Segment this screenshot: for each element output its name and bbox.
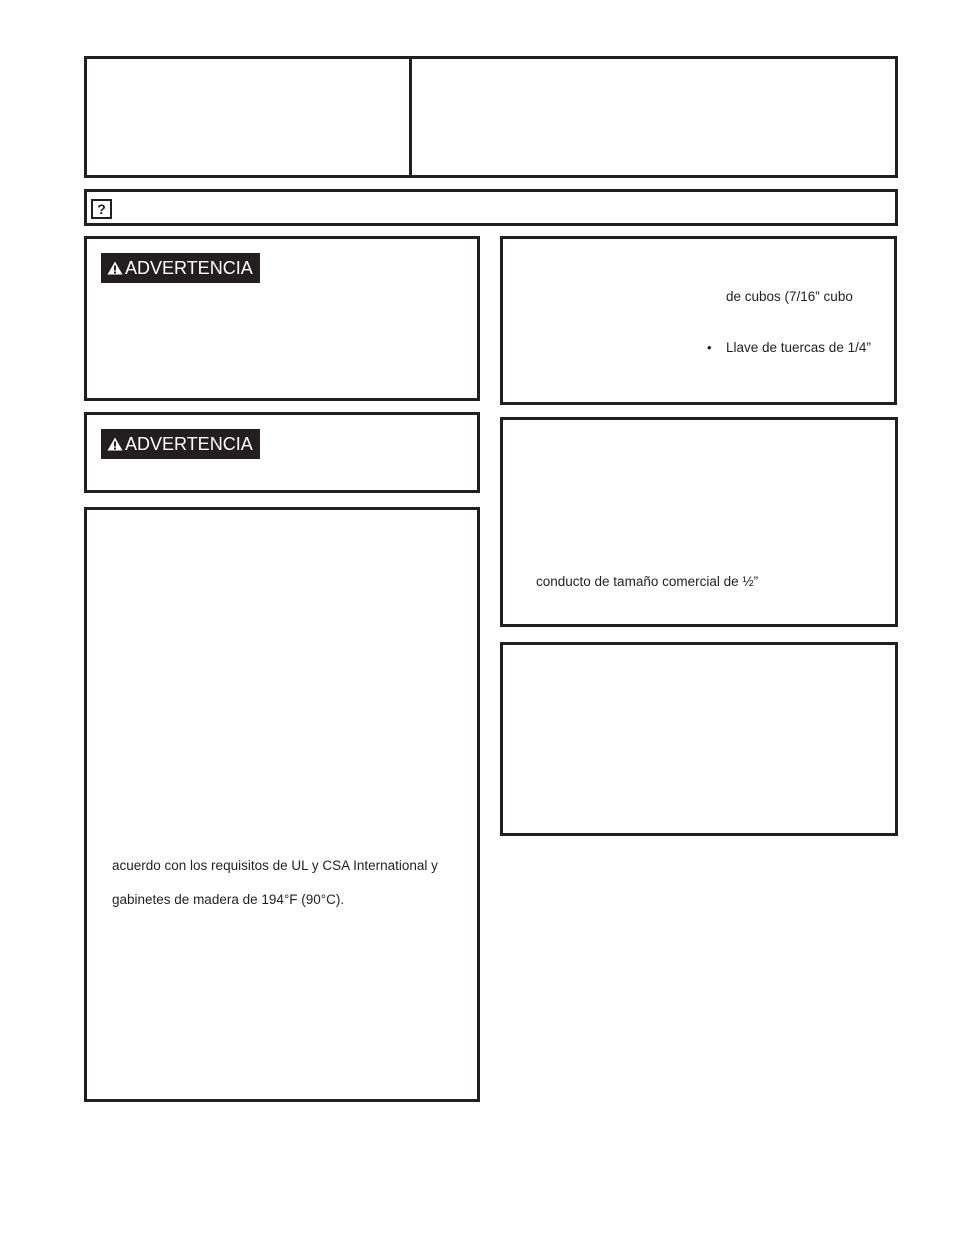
help-bar: [84, 189, 898, 226]
requirements-line: acuerdo con los requisitos de UL y CSA International y: [112, 858, 438, 873]
warning-label-text: ADVERTENCIA: [125, 434, 253, 454]
conduit-line: conducto de tamaño comercial de ½”: [536, 574, 759, 589]
socket-wrench-line: de cubos (7/16” cubo: [726, 289, 853, 304]
warning-triangle-icon: [107, 261, 123, 275]
warning-triangle-icon: [107, 437, 123, 451]
list-bullet: •: [707, 340, 712, 355]
help-icon: ?: [91, 199, 112, 219]
cabinet-temperature-line: gabinetes de madera de 194°F (90°C).: [112, 892, 345, 907]
warning-label-text: ADVERTENCIA: [125, 258, 253, 278]
nut-wrench-line: Llave de tuercas de 1/4”: [726, 340, 871, 355]
specifications-box: [84, 507, 480, 1102]
warning-label-1: [101, 253, 260, 283]
warning-label-2: [101, 429, 260, 459]
header-divider: [409, 56, 412, 178]
tools-box: [500, 236, 897, 405]
header-panel: [84, 56, 898, 178]
electrical-box: [500, 417, 898, 627]
info-box: [500, 642, 898, 836]
